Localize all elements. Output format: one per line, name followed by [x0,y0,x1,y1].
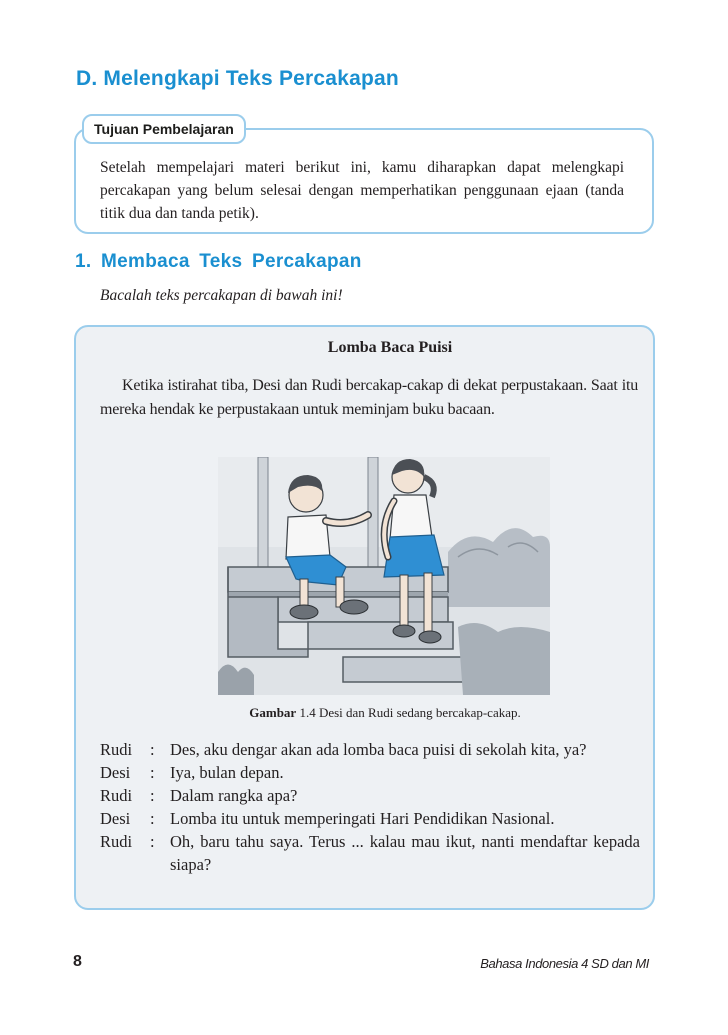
speaker-separator: : [150,786,155,805]
dialogue-line [100,761,640,784]
dialogue-text: Iya, bulan depan. [170,763,284,782]
speaker-name: Desi [100,809,131,828]
dialogue-text: Des, aku dengar akan ada lomba baca puisi di sekolah kita, ya? [170,740,587,759]
dialogue-line [100,807,640,830]
illustration-drawing [218,457,550,695]
section-heading: D. Melengkapi Teks Percakapan [76,67,399,90]
speaker-separator: : [150,763,155,782]
illustration-children-talking [218,457,550,695]
dialogue-line [100,830,640,876]
dialogue-text: Lomba itu untuk memperingati Hari Pendidikan Nasional. [170,809,555,828]
dialogue-line [100,784,640,807]
speaker-name: Rudi [100,832,133,851]
dialogue-text: Dalam rangka apa? [170,786,298,805]
reading-instruction: Bacalah teks percakapan di bawah ini! [100,287,343,304]
figure-caption-text: 1.4 Desi dan Rudi sedang bercakap-cakap. [299,705,521,720]
speaker-name: Desi [100,763,131,782]
dialogue-line [100,738,640,761]
speaker-separator: : [150,809,155,828]
dialogue [100,738,640,876]
dialogue-text: Oh, baru tahu saya. Terus ... kalau mau ikut, nanti mendaftar kepada siapa? [170,832,640,874]
figure-caption [200,705,570,721]
subsection-heading: 1. Membaca Teks Percakapan [75,251,362,272]
speaker-separator: : [150,740,155,759]
speaker-name: Rudi [100,740,133,759]
speaker-separator: : [150,832,155,851]
story-paragraph: Ketika istirahat tiba, Desi dan Rudi bercakap-cakap di dekat perpustakaan. Saat itu mereka hendak ke perpustakaan untuk meminjam buku bacaan. [100,377,638,418]
book-title: Bahasa Indonesia 4 SD dan MI [480,956,649,971]
speaker-name: Rudi [100,786,133,805]
page-number: 8 [73,953,82,970]
learning-goal-tab: Tujuan Pembelajaran [82,114,246,144]
figure-caption-label: Gambar [249,705,297,720]
story-title: Lomba Baca Puisi [327,339,453,356]
learning-goal-text: Setelah mempelajari materi berikut ini, kamu diharapkan dapat melengkapi percakapan yang belum selesai dengan memperhatikan penggunaan ejaan (tanda titik dua dan tanda petik). [100,159,624,222]
